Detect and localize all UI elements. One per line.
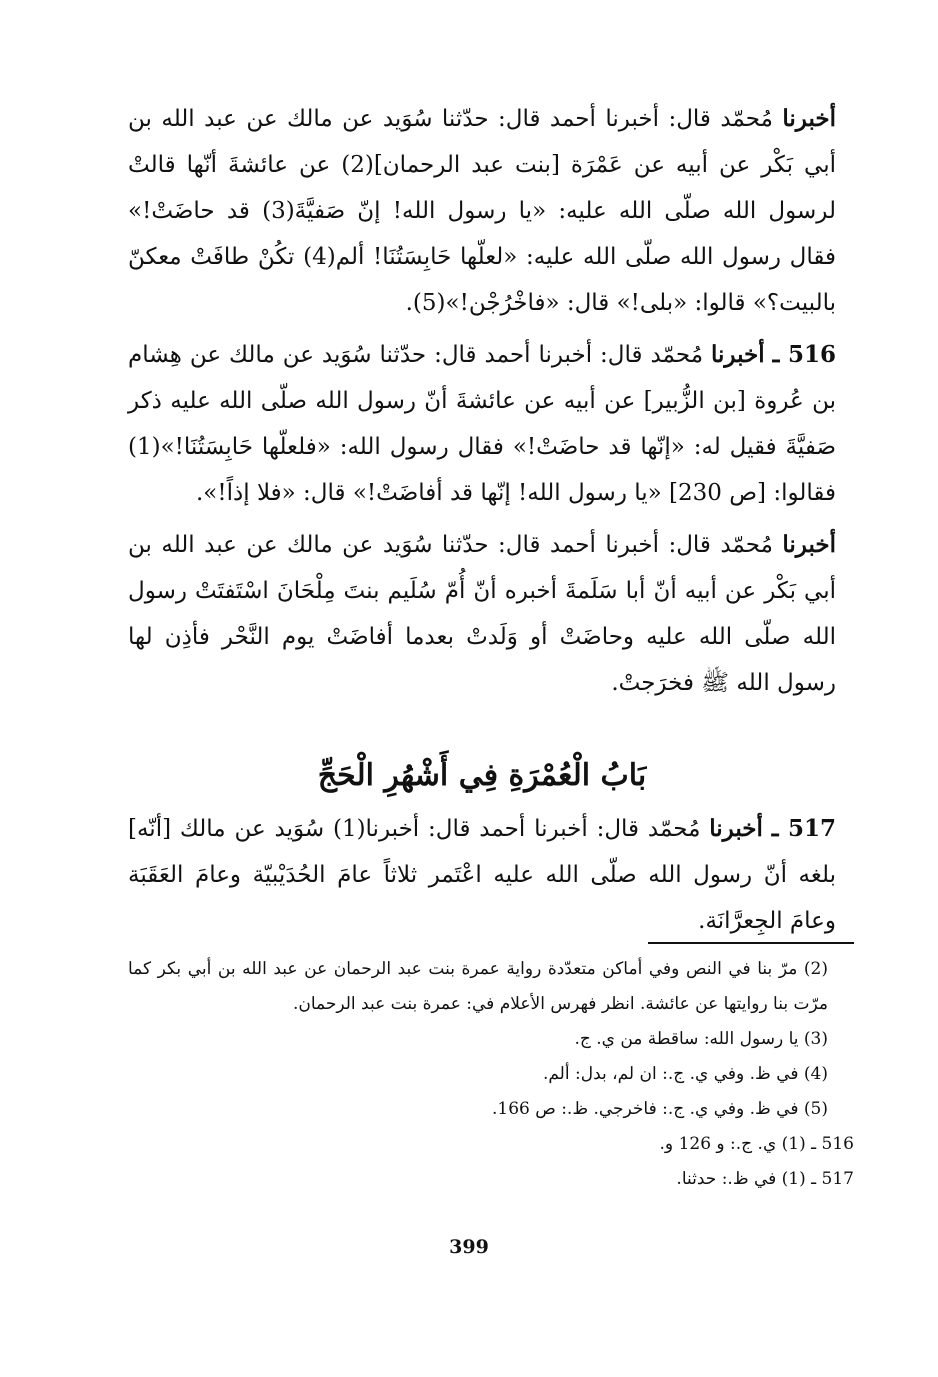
footnote-divider bbox=[648, 942, 854, 944]
chapter-title: بَابُ الْعُمْرَةِ فِي أَشْهُرِ الْحَجِّ bbox=[317, 758, 647, 793]
paragraph-text: مُحمّد قال: أخبرنا أحمد قال: أخبرنا(1) سُوَيد عن مالك [أنّه] بلغه أنّ رسول الله صلّى الله عليه اعْتَمر ثلاثاً عامَ الحُدَيْبيّة وعامَ العَقَبَة وعامَ الجِعرَّانَة. bbox=[128, 816, 836, 934]
hadith-number: 516 ـ bbox=[772, 341, 837, 368]
page-number: 399 bbox=[449, 1236, 489, 1258]
paragraph-text: مُحمّد قال: أخبرنا أحمد قال: حدّثنا سُوَيد عن مالك عن عبد الله بن أبي بَكْر عن أبيه عن عَمْرَة [بنت عبد الرحمان](2) عن عائشةَ أنّها قالتْ لرسول الله صلّى الله عليه: «يا رسول الله! إنّ صَفيَّةَ(3) قد حاضَتْ!» فقال رسول الله صلّى الله عليه: «لعلّها حَابِسَتُنَا! ألم(4) تكُنْ طافَتْ معكنّ بالبيت؟» قالوا: «بلى!» قال: «فاخْرُجْن!»(5). bbox=[128, 106, 836, 316]
hadith-paragraph bbox=[128, 96, 836, 326]
paragraph-text: مُحمّد قال: أخبرنا أحمد قال: حدّثنا سُوَيد عن مالك عن هِشام بن عُروة [بن الزُّبير] عن أبيه عن عائشةَ أنّ رسول الله صلّى الله عليه ذكر صَفيَّةَ فقيل له: «إنّها قد حاضَتْ!» فقال رسول الله: «فلعلّها حَابِسَتُنَا!»(1) فقالوا: [ص 230] «يا رسول الله! إنّها قد أفاضَتْ!» قال: «فلا إذاً!». bbox=[128, 342, 836, 506]
footnotes bbox=[128, 952, 854, 1197]
main-text bbox=[128, 96, 836, 944]
footnote: 516 ـ (1) ي. ج.: و 126 و. bbox=[659, 1134, 854, 1154]
footnote: (5) في ظ. وفي ي. ج.: فاخرجي. ظ.: ص 166. bbox=[491, 1099, 828, 1119]
hadith-paragraph bbox=[128, 806, 836, 944]
paragraph-text: مُحمّد قال: أخبرنا أحمد قال: حدّثنا سُوَيد عن مالك عن عبد الله بن أبي بَكْر عن أبيه أنّ أبا سَلَمةَ أخبره أنّ أُمّ سُلَيم بنتَ مِلْحَانَ اسْتَفتَتْ رسول الله صلّى الله عليه وحاضَتْ أو وَلَدتْ بعدما أفاضَتْ يوم النَّحْر فأذِن لها رسول الله ﷺ فخرَجتْ. bbox=[128, 532, 836, 696]
hadith-paragraph bbox=[128, 522, 836, 706]
footnote: 517 ـ (1) في ظ.: حدثنا. bbox=[676, 1169, 854, 1189]
footnote: (4) في ظ. وفي ي. ج.: ان لم، بدل: ألم. bbox=[542, 1064, 828, 1084]
hadith-paragraph bbox=[128, 332, 836, 516]
paragraph-lead: أخبرنا bbox=[710, 341, 765, 368]
paragraph-lead: أخبرنا bbox=[782, 105, 836, 132]
footnote: (2) مرّ بنا في النص وفي أماكن متعدّدة رواية عمرة بنت عبد الرحمان عن عبد الله بن أبي بكر كما مرّت بنا روايتها عن عائشة. انظر فهرس الأعلام في: عمرة بنت عبد الرحمان. bbox=[128, 959, 828, 1014]
footnote: (3) يا رسول الله: ساقطة من ي. ج. bbox=[574, 1029, 828, 1049]
paragraph-lead: أخبرنا bbox=[782, 531, 836, 558]
hadith-number: 517 ـ bbox=[771, 815, 837, 842]
paragraph-lead: أخبرنا bbox=[709, 815, 763, 842]
